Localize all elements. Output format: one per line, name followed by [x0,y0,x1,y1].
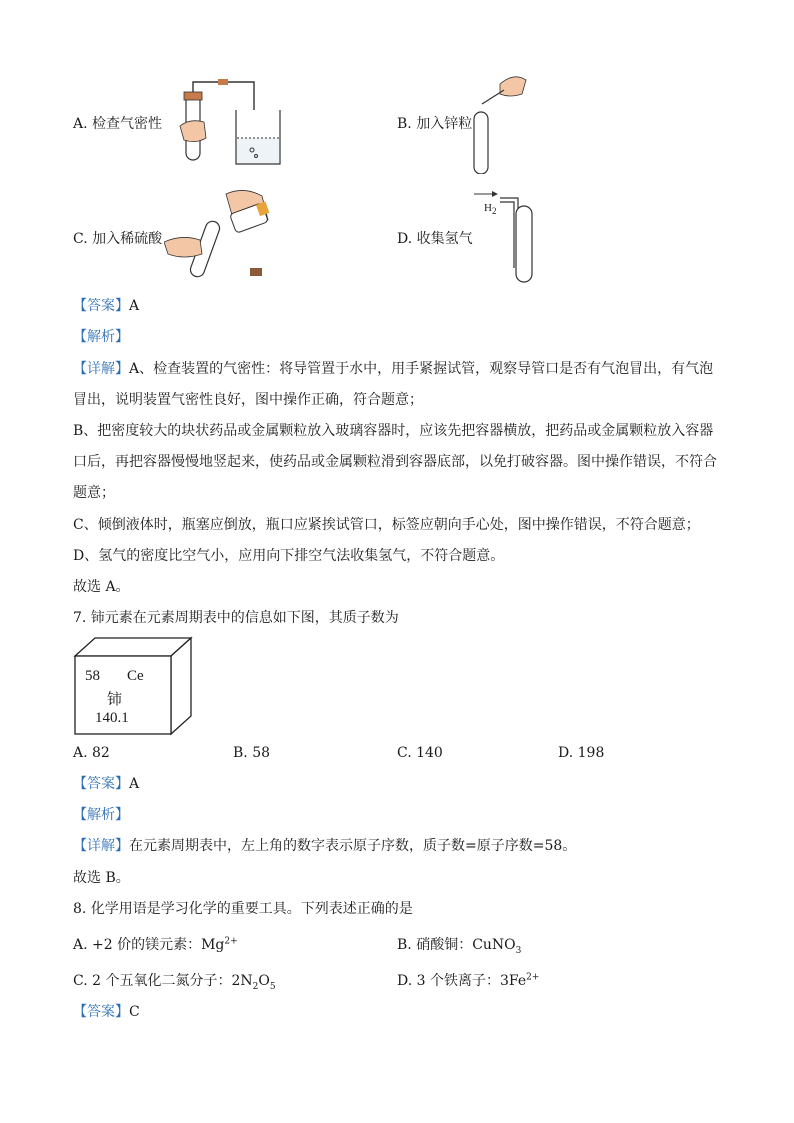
q7-option-d: D. 198 [558,745,605,761]
q6-detail-line-2: 冒出，说明装置气密性良好，图中操作正确，符合题意； [73,392,423,408]
option-c-label: C. 加入稀硫酸 [73,231,163,247]
option-a-label: A. 检查气密性 [73,116,163,132]
option-d-label: D. 收集氢气 [397,231,473,247]
q7-question: 7. 铈元素在元素周期表中的信息如下图，其质子数为 [73,610,399,626]
q7-answer: 【答案】A [73,776,140,792]
q6-analysis-heading: 【解析】 [73,329,129,345]
q8-option-b: B. 硝酸铜：CuNO$_3$ [397,937,522,956]
q8-question: 8. 化学用语是学习化学的重要工具。下列表述正确的是 [73,901,413,917]
add-zinc-illustration [470,70,530,174]
q8-option-c: C. 2 个五氧化二氮分子：$2N_2O_5$ [73,973,276,992]
atomic-number: 58 [85,668,100,684]
q7-analysis-heading: 【解析】 [73,807,129,823]
q7-option-c: C. 140 [397,745,443,761]
q7-conclusion: 故选 B。 [73,870,130,886]
q6-detail-line-6: C、倾倒液体时，瓶塞应倒放，瓶口应紧挨试管口，标签应朝向手心处，图中操作错误，不符合题意； [73,517,700,533]
q7-option-a: A. 82 [73,745,110,761]
q6-detail-line-1: 【详解】A、检查装置的气密性：将导管置于水中，用手紧握试管，观察导管口是否有气泡冒出，有气泡 [73,361,714,377]
q6-conclusion: 故选 A。 [73,579,130,595]
gas-tightness-check-illustration [176,78,286,170]
q6-detail-line-4: 口后，再把容器慢慢地竖起来，使药品或金属颗粒滑到容器底部，以免打破容器。图中操作错误，不符合 [73,454,717,470]
q6-detail-line-5: 题意； [73,485,115,501]
q6-detail-line-3: B、把密度较大的块状药品或金属颗粒放入玻璃容器时，应该先把容器横放，把药品或金属颗粒放入容器 [73,423,714,439]
add-dilute-sulfuric-acid-illustration [164,184,276,284]
q6-detail-line-7: D、氢气的密度比空气小，应用向下排空气法收集氢气，不符合题意。 [73,548,505,564]
q8-option-d: D. 3 个铁离子：$3Fe^{2+}$ [397,972,540,989]
q8-answer: 【答案】C [73,1004,140,1020]
q7-option-b: B. 58 [233,745,271,761]
q6-answer: 【答案】A [73,298,140,314]
q7-detail: 【详解】在元素周期表中，左上角的数字表示原子序数，质子数=原子序数=58。 [73,838,577,854]
element-symbol: Ce [127,668,144,684]
h2-label: $H_2$ [484,202,497,217]
option-b-label: B. 加入锌粒 [397,116,473,132]
element-name: 铈 [107,690,123,708]
atomic-mass: 140.1 [95,710,129,726]
q8-option-a: A. +2 价的镁元素：$Mg^{2+}$ [73,936,238,953]
element-card-frame [73,636,193,736]
cerium-element-card [73,636,193,736]
